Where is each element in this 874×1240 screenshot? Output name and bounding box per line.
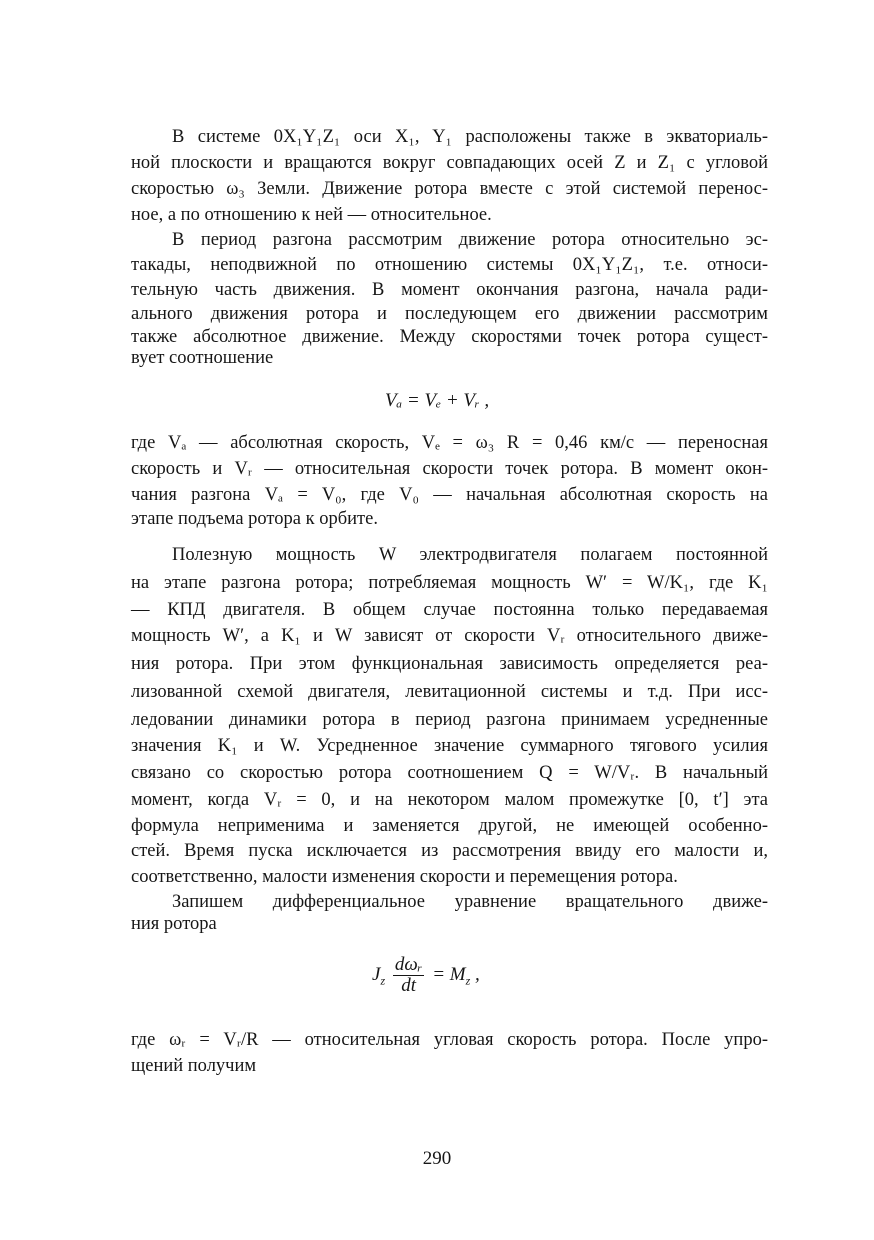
eq-rhs-sub: z: [465, 973, 471, 988]
text-line: соответственно, малости изменения скорости и перемещения ротора.: [131, 867, 678, 887]
eq-denominator: dt: [401, 975, 417, 996]
eq-tail: ,: [475, 963, 480, 985]
equation-velocity-sum: Vₐ = Vₑ + Vᵣ ,: [385, 390, 490, 411]
text-line: ное, а по отношению к ней — относительное.: [131, 205, 492, 225]
text-line: связано со скоростью ротора соотношением Q = W/Vᵣ. В начальный: [131, 763, 768, 783]
text-line: стей. Время пуска исключается из рассмотрения ввиду его малости и,: [131, 841, 768, 861]
text-line: В период разгона рассмотрим движение ротора относительно эс-: [172, 230, 768, 250]
eq-lhs: J: [372, 963, 381, 985]
text-line: скоростью ω₃ Земли. Движение ротора вместе с этой системой перенос-: [131, 179, 768, 199]
text-line: этапе подъема ротора к орбите.: [131, 509, 378, 529]
eq-fraction: [393, 955, 425, 996]
text-line: формула неприменима и заменяется другой, не имеющей особенно-: [131, 816, 768, 836]
text-line: где ωᵣ = Vᵣ/R — относительная угловая скорость ротора. После упро-: [131, 1030, 768, 1050]
text-line: В системе 0X₁Y₁Z₁ оси X₁, Y₁ расположены также в экваториаль-: [172, 127, 768, 147]
eq-numerator: dωᵣ: [394, 954, 423, 975]
text-line: значения K₁ и W. Усредненное значение суммарного тягового усилия: [131, 736, 768, 756]
text-line: момент, когда Vᵣ = 0, и на некотором малом промежутке [0, t′] эта: [131, 790, 768, 810]
text-line: ной плоскости и вращаются вокруг совпадающих осей Z и Z₁ с угловой: [131, 153, 768, 173]
text-line: тельную часть движения. В момент окончания разгона, начала ради-: [131, 280, 768, 300]
text-line: вует соотношение: [131, 348, 274, 368]
text-line: на этапе разгона ротора; потребляемая мощность W′ = W/K₁, где K₁: [131, 573, 768, 593]
text-line: ального движения ротора и последующем его движении рассмотрим: [131, 304, 768, 324]
text-line: Запишем дифференциальное уравнение вращательного движе-: [172, 892, 768, 912]
text-line: щений получим: [131, 1056, 257, 1076]
text-line: ледовании динамики ротора в период разгона принимаем усредненные: [131, 710, 768, 730]
eq-rhs: = M: [432, 963, 466, 985]
equation-rotational-motion: [372, 955, 480, 996]
text-line: также абсолютное движение. Между скоростями точек ротора сущест-: [131, 327, 768, 347]
text-line: лизованной схемой двигателя, левитационной системы и т.д. При исс-: [131, 682, 768, 702]
text-line: — КПД двигателя. В общем случае постоянна только передаваемая: [131, 600, 768, 620]
text-line: чания разгона Vₐ = V₀, где V₀ — начальная абсолютная скорость на: [131, 485, 768, 505]
text-line: скорость и Vᵣ — относительная скорости точек ротора. В момент окон-: [131, 459, 768, 479]
page-number: 290: [422, 1148, 452, 1169]
eq-lhs-sub: z: [380, 973, 386, 988]
text-line: Полезную мощность W электродвигателя полагаем постоянной: [172, 545, 768, 565]
text-line: ния ротора: [131, 914, 217, 934]
text-line: мощность W′, а K₁ и W зависят от скорости Vᵣ относительного движе-: [131, 626, 768, 646]
text-line: где Vₐ — абсолютная скорость, Vₑ = ω₃ R = 0,46 км/с — переносная: [131, 433, 768, 453]
text-line: ния ротора. При этом функциональная зависимость определяется реа-: [131, 654, 768, 674]
text-line: такады, неподвижной по отношению системы 0X₁Y₁Z₁, т.е. относи-: [131, 255, 768, 275]
